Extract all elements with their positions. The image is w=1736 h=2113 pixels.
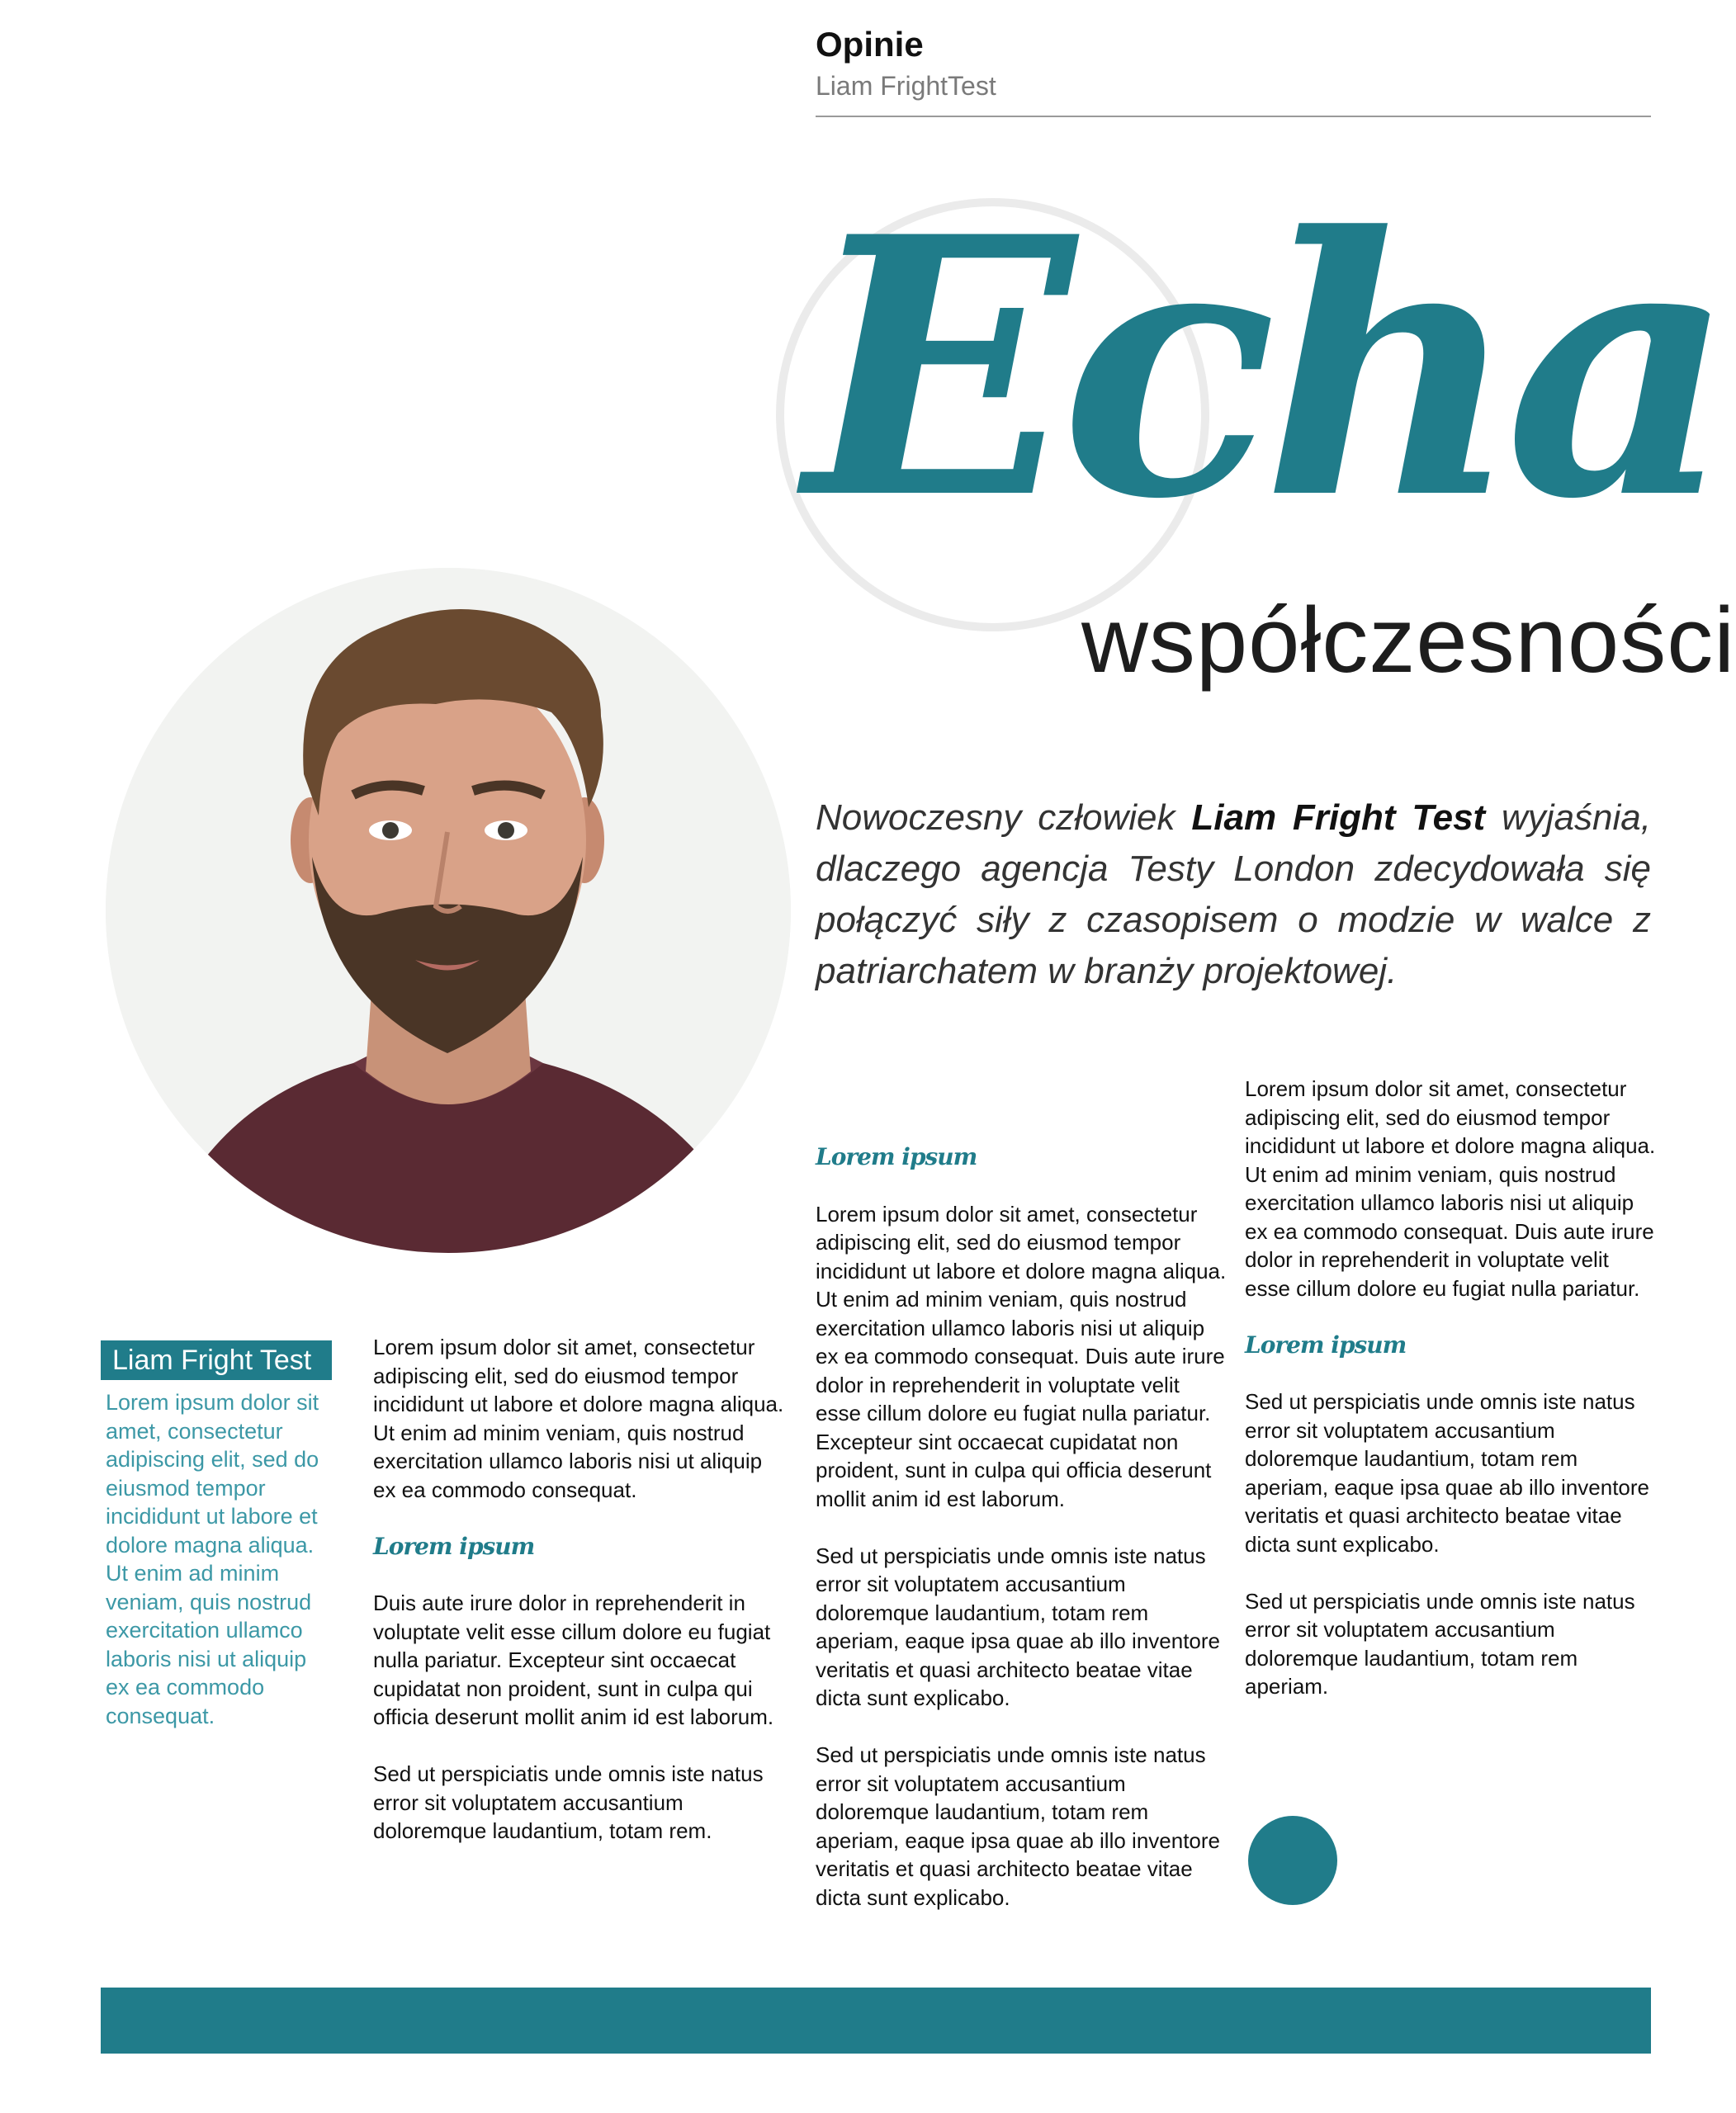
portrait-illustration — [106, 568, 791, 1253]
decorative-dot — [1248, 1816, 1337, 1905]
column2-paragraph-2: Sed ut perspiciatis unde omnis iste natus error sit voluptatem accusantium doloremque laudantium, totam rem aperiam, eaque ipsa quae ab illo inventore veritatis et quasi architecto beatae vitae dicta sunt explicabo. — [816, 1543, 1221, 1710]
lead-rest: wyjaśnia, dlaczego agencja Testy London zdecydowała się połączyć siły z czasopisem o modzie w walce z patriarchatem w branży projektowej. — [816, 797, 1651, 991]
column2-paragraph-1: Lorem ipsum dolor sit amet, consectetur adipiscing elit, sed do eiusmod tempor incididunt ut labore et dolore magna aliqua. Ut enim ad minim veniam, quis nostrud exercitation ullamco laboris nisi ut aliquip ex ea commodo consequat. Duis aute irure dolor in reprehenderit in voluptate velit esse cillum dolore eu fugiat nulla pariatur. Excepteur sint occaecat cupidatat non proident, sunt in culpa qui officia deserunt mollit anim id est laborum. — [816, 1201, 1227, 1511]
sidebar-bio: Lorem ipsum dolor sit amet, consectetur adipiscing elit, sed do eiusmod tempor incididunt ut labore et dolore magna aliqua. Ut enim ad minim veniam, quis nostrud exercitation ullamco laboris nisi ut aliquip ex ea commodo consequat. — [106, 1390, 319, 1728]
body-column-3 — [1245, 1075, 1658, 1701]
column1-paragraph-3: Sed ut perspiciatis unde omnis iste natus error sit voluptatem accusantium doloremque laudantium, totam rem. — [373, 1761, 764, 1843]
column3-paragraph-3: Sed ut perspiciatis unde omnis iste natus error sit voluptatem accusantium doloremque laudantium, totam rem aperiam. — [1245, 1588, 1635, 1699]
section-title: Opinie — [816, 25, 924, 64]
column2-paragraph-3: Sed ut perspiciatis unde omnis iste natus error sit voluptatem accusantium doloremque laudantium, totam rem aperiam, eaque ipsa quae ab illo inventore veritatis et quasi architecto beatae vitae dicta sunt explicabo. — [816, 1742, 1221, 1910]
lead-intro: Nowoczesny człowiek — [816, 797, 1192, 838]
title-script: Echa — [805, 160, 1720, 577]
sidebar-name-tag: Liam Fright Test — [101, 1340, 332, 1380]
body-column-2 — [816, 1143, 1228, 1912]
footer-bar — [101, 1988, 1651, 2054]
column1-paragraph-1: Lorem ipsum dolor sit amet, consectetur adipiscing elit, sed do eiusmod tempor incididunt ut labore et dolore magna aliqua. Ut enim ad minim veniam, quis nostrud exercitation ullamco laboris nisi ut aliquip ex ea commodo consequat. — [373, 1335, 784, 1502]
column2-subheading: Lorem ipsum — [816, 1143, 977, 1170]
lead-paragraph — [816, 792, 1651, 997]
header-divider — [816, 116, 1651, 117]
title-subtitle: współczesności — [1081, 589, 1736, 692]
body-column-1 — [373, 1333, 786, 1846]
column3-paragraph-1: Lorem ipsum dolor sit amet, consectetur adipiscing elit, sed do eiusmod tempor incididunt ut labore et dolore magna aliqua. Ut enim ad minim veniam, quis nostrud exercitation ullamco laboris nisi ut aliquip ex ea commodo consequat. Duis aute irure dolor in reprehenderit in voluptate velit esse cillum dolore eu fugiat nulla pariatur. — [1245, 1076, 1656, 1301]
lead-author-name: Liam Fright Test — [1191, 797, 1486, 838]
column1-subheading: Lorem ipsum — [373, 1532, 535, 1560]
author-portrait — [106, 568, 791, 1253]
header-author: Liam FrightTest — [816, 71, 996, 101]
column3-paragraph-2: Sed ut perspiciatis unde omnis iste natus error sit voluptatem accusantium doloremque laudantium, totam rem aperiam, eaque ipsa quae ab illo inventore veritatis et quasi architecto beatae vitae dicta sunt explicabo. — [1245, 1389, 1650, 1557]
column3-subheading: Lorem ipsum — [1245, 1331, 1407, 1359]
column1-paragraph-2: Duis aute irure dolor in reprehenderit in voluptate velit esse cillum dolore eu fugiat nulla pariatur. Excepteur sint occaecat cupidatat non proident, sunt in culpa qui officia deserunt mollit anim id est laborum. — [373, 1591, 774, 1729]
